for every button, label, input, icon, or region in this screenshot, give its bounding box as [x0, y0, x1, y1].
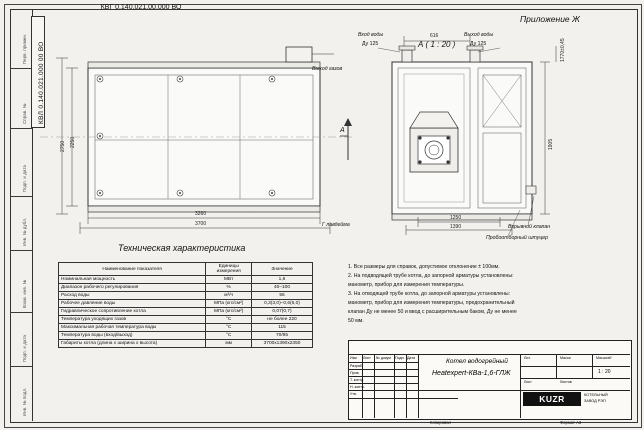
- dim-1905: 1905: [548, 138, 554, 150]
- table-row: [59, 276, 313, 284]
- stamp-sheets-label: Листов: [560, 380, 572, 384]
- section-label-a: А ( 1 : 20 ): [418, 40, 456, 49]
- col-header-2: Значение: [252, 263, 313, 276]
- stamp-rule: [348, 376, 418, 377]
- row-7-unit: °С: [206, 332, 252, 340]
- drawing-code-vertical: КВЛ 0.140.021.000 00 ВО: [38, 41, 45, 124]
- label-main-axis: Г лавдейма: [322, 222, 350, 228]
- table-row: [59, 300, 313, 308]
- row-2-name: Расход воды: [59, 292, 206, 300]
- table-row: [59, 284, 313, 292]
- stamp-rule: [592, 354, 593, 366]
- note-line-4: манометр, прибор для измерения температуры, предохранительный: [348, 300, 515, 306]
- stamp-col-izm: Изм: [350, 356, 357, 360]
- note-line-6: 50 мм.: [348, 318, 364, 324]
- row-0-name: Номинальная мощность: [59, 276, 206, 284]
- stamp-rule: [406, 354, 407, 418]
- note-line-3: 3. На отводящей трубе котла, до запорной арматуры установлены:: [348, 291, 511, 297]
- stamp-rule: [394, 354, 395, 418]
- stamp-rule: [556, 366, 557, 378]
- stamp-rule: [520, 366, 630, 367]
- row-6-name: Максимальная рабочая температура воды: [59, 324, 206, 332]
- row-3-name: Рабочее давление воды: [59, 300, 206, 308]
- company-logo: KUZR: [523, 392, 581, 406]
- row-8-unit: мм: [206, 340, 252, 348]
- callout-flue-gas-outlet: Выход газов: [312, 66, 343, 72]
- stamp-col-docum: № докум: [376, 356, 391, 360]
- row-3-value: 0,3(3,0)–0,6(6,0): [252, 300, 313, 308]
- title-block-drawing-number-row: [348, 340, 630, 355]
- row-3-unit: МПа (кгс/см²): [206, 300, 252, 308]
- note-line-5: клапан Ду не менее 50 и ввод с расширительным баком, Ду не менее: [348, 309, 517, 315]
- company-line-2: ЗАВОД РЭП: [584, 399, 606, 403]
- characteristics-table: [58, 262, 313, 348]
- row-8-name: Габариты котла (длина х ширина х высота): [59, 340, 206, 348]
- stamp-col-podp: Подп.: [395, 356, 405, 360]
- note-line-0: 1. Все размеры для справок, допустимое отклонение ± 100мм.: [348, 264, 500, 270]
- stamp-col-list: Лист: [363, 356, 371, 360]
- stamp-rule: [520, 354, 521, 418]
- sheet-format-label: Формат А3: [560, 420, 582, 425]
- stamp-rule: [592, 366, 593, 378]
- table-header-row: [59, 263, 313, 276]
- table-row: [59, 316, 313, 324]
- margin-note-2: Подп. и дата: [22, 164, 27, 192]
- note-line-1: 2. На подводящей трубе котла, до запорной арматуры установлены:: [348, 273, 514, 279]
- stamp-sheet-label: Лист: [524, 380, 532, 384]
- callout-water-outlet-dn: Ду 125: [470, 41, 487, 47]
- characteristics-title: Техническая характеристика: [118, 243, 246, 253]
- callout-water-inlet: Вход воды: [358, 32, 384, 38]
- stamp-rule: [348, 362, 418, 363]
- dim-3700: 3700: [195, 221, 207, 227]
- row-7-name: Температура воды (вход/выход): [59, 332, 206, 340]
- copied-label: Копировал: [430, 420, 451, 425]
- stamp-role-1: Пров.: [350, 371, 360, 375]
- callout-sampling-fitting: Пробоотборный штуцер: [486, 235, 549, 241]
- stamp-col-data: Дата: [407, 356, 415, 360]
- stamp-role-0: Разраб.: [350, 364, 363, 368]
- stamp-rule: [374, 354, 375, 418]
- col-header-1: Единицы измерения: [206, 263, 252, 276]
- dim-1250: 1250: [450, 215, 462, 221]
- row-4-unit: МПа (кгс/см²): [206, 308, 252, 316]
- row-2-value: 56: [252, 292, 313, 300]
- row-2-unit: м³/ч: [206, 292, 252, 300]
- row-6-value: 115: [252, 324, 313, 332]
- row-6-unit: °С: [206, 324, 252, 332]
- dim-616: 616: [430, 33, 439, 39]
- product-name: Котел водогрейный: [446, 358, 508, 365]
- stamp-rule: [520, 378, 630, 379]
- table-row: [59, 332, 313, 340]
- row-0-unit: МВт: [206, 276, 252, 284]
- margin-note-4: Взам. инв. №: [22, 279, 27, 308]
- callout-explosion-valve: Взрывной клапан: [508, 224, 551, 230]
- margin-note-5: Подп. и дата: [22, 334, 27, 362]
- dim-3260: 3260: [195, 211, 207, 217]
- stamp-rule: [418, 354, 419, 418]
- row-8-value: 3700х1390х2350: [252, 340, 313, 348]
- row-4-value: 0,07(0,7): [252, 308, 313, 316]
- title-block-drawing-number: КВГ 0.140.021.00.000 ВО: [100, 3, 182, 11]
- table-row: [59, 308, 313, 316]
- dim-1390: 1390: [450, 224, 462, 230]
- stamp-scale-value: 1 : 20: [598, 369, 611, 375]
- dim-2750: 2750: [60, 140, 66, 152]
- margin-note-6: Инв. № подл.: [22, 387, 27, 416]
- row-4-name: Гидравлическое сопротивление котла: [59, 308, 206, 316]
- stamp-role-4: Утв.: [350, 392, 357, 396]
- row-5-value: не более 220: [252, 316, 313, 324]
- col-header-0: Наименование показателя: [59, 263, 206, 276]
- row-1-value: 40–100: [252, 284, 313, 292]
- table-row: [59, 340, 313, 348]
- dim-1770: 1770±0,45: [560, 38, 566, 62]
- stamp-scale-label: Масштаб: [596, 356, 612, 360]
- stamp-role-2: Т. контр.: [350, 378, 365, 382]
- row-5-name: Температура уходящих газов: [59, 316, 206, 324]
- row-7-value: 70/95: [252, 332, 313, 340]
- row-5-unit: °С: [206, 316, 252, 324]
- stamp-rule: [348, 354, 630, 355]
- margin-note-3: Инв. № дубл.: [22, 217, 27, 246]
- product-model: Heatexpert-КВа-1,6-ГЛЖ: [432, 370, 511, 377]
- callout-water-inlet-dn: Ду 125: [362, 41, 379, 47]
- row-0-value: 1,6: [252, 276, 313, 284]
- company-line-1: КОТЕЛЬНЫЙ: [584, 393, 608, 397]
- row-1-name: Диапазон рабочего регулирования: [59, 284, 206, 292]
- margin-note-0: Перв. примен.: [22, 33, 27, 64]
- stamp-rule: [348, 390, 630, 391]
- callout-water-outlet: Выход воды: [464, 32, 494, 38]
- table-row: [59, 324, 313, 332]
- stamp-mass-label: Масса: [560, 356, 571, 360]
- dim-2250: 2250: [70, 136, 76, 148]
- row-1-unit: %: [206, 284, 252, 292]
- stamp-rule: [348, 398, 458, 399]
- stamp-rule: [556, 354, 557, 366]
- note-line-2: манометр, прибор для измерения температуры.: [348, 282, 465, 288]
- stamp-role-3: Н. контр.: [350, 385, 365, 389]
- stamp-rule: [348, 369, 418, 370]
- appendix-label: Приложение Ж: [520, 14, 580, 24]
- table-row: [59, 292, 313, 300]
- stamp-rule: [348, 383, 418, 384]
- stamp-lit-label: Лит.: [524, 356, 531, 360]
- callout-section-arrow-a: А: [340, 127, 345, 134]
- margin-note-1: Справ. №: [22, 103, 27, 124]
